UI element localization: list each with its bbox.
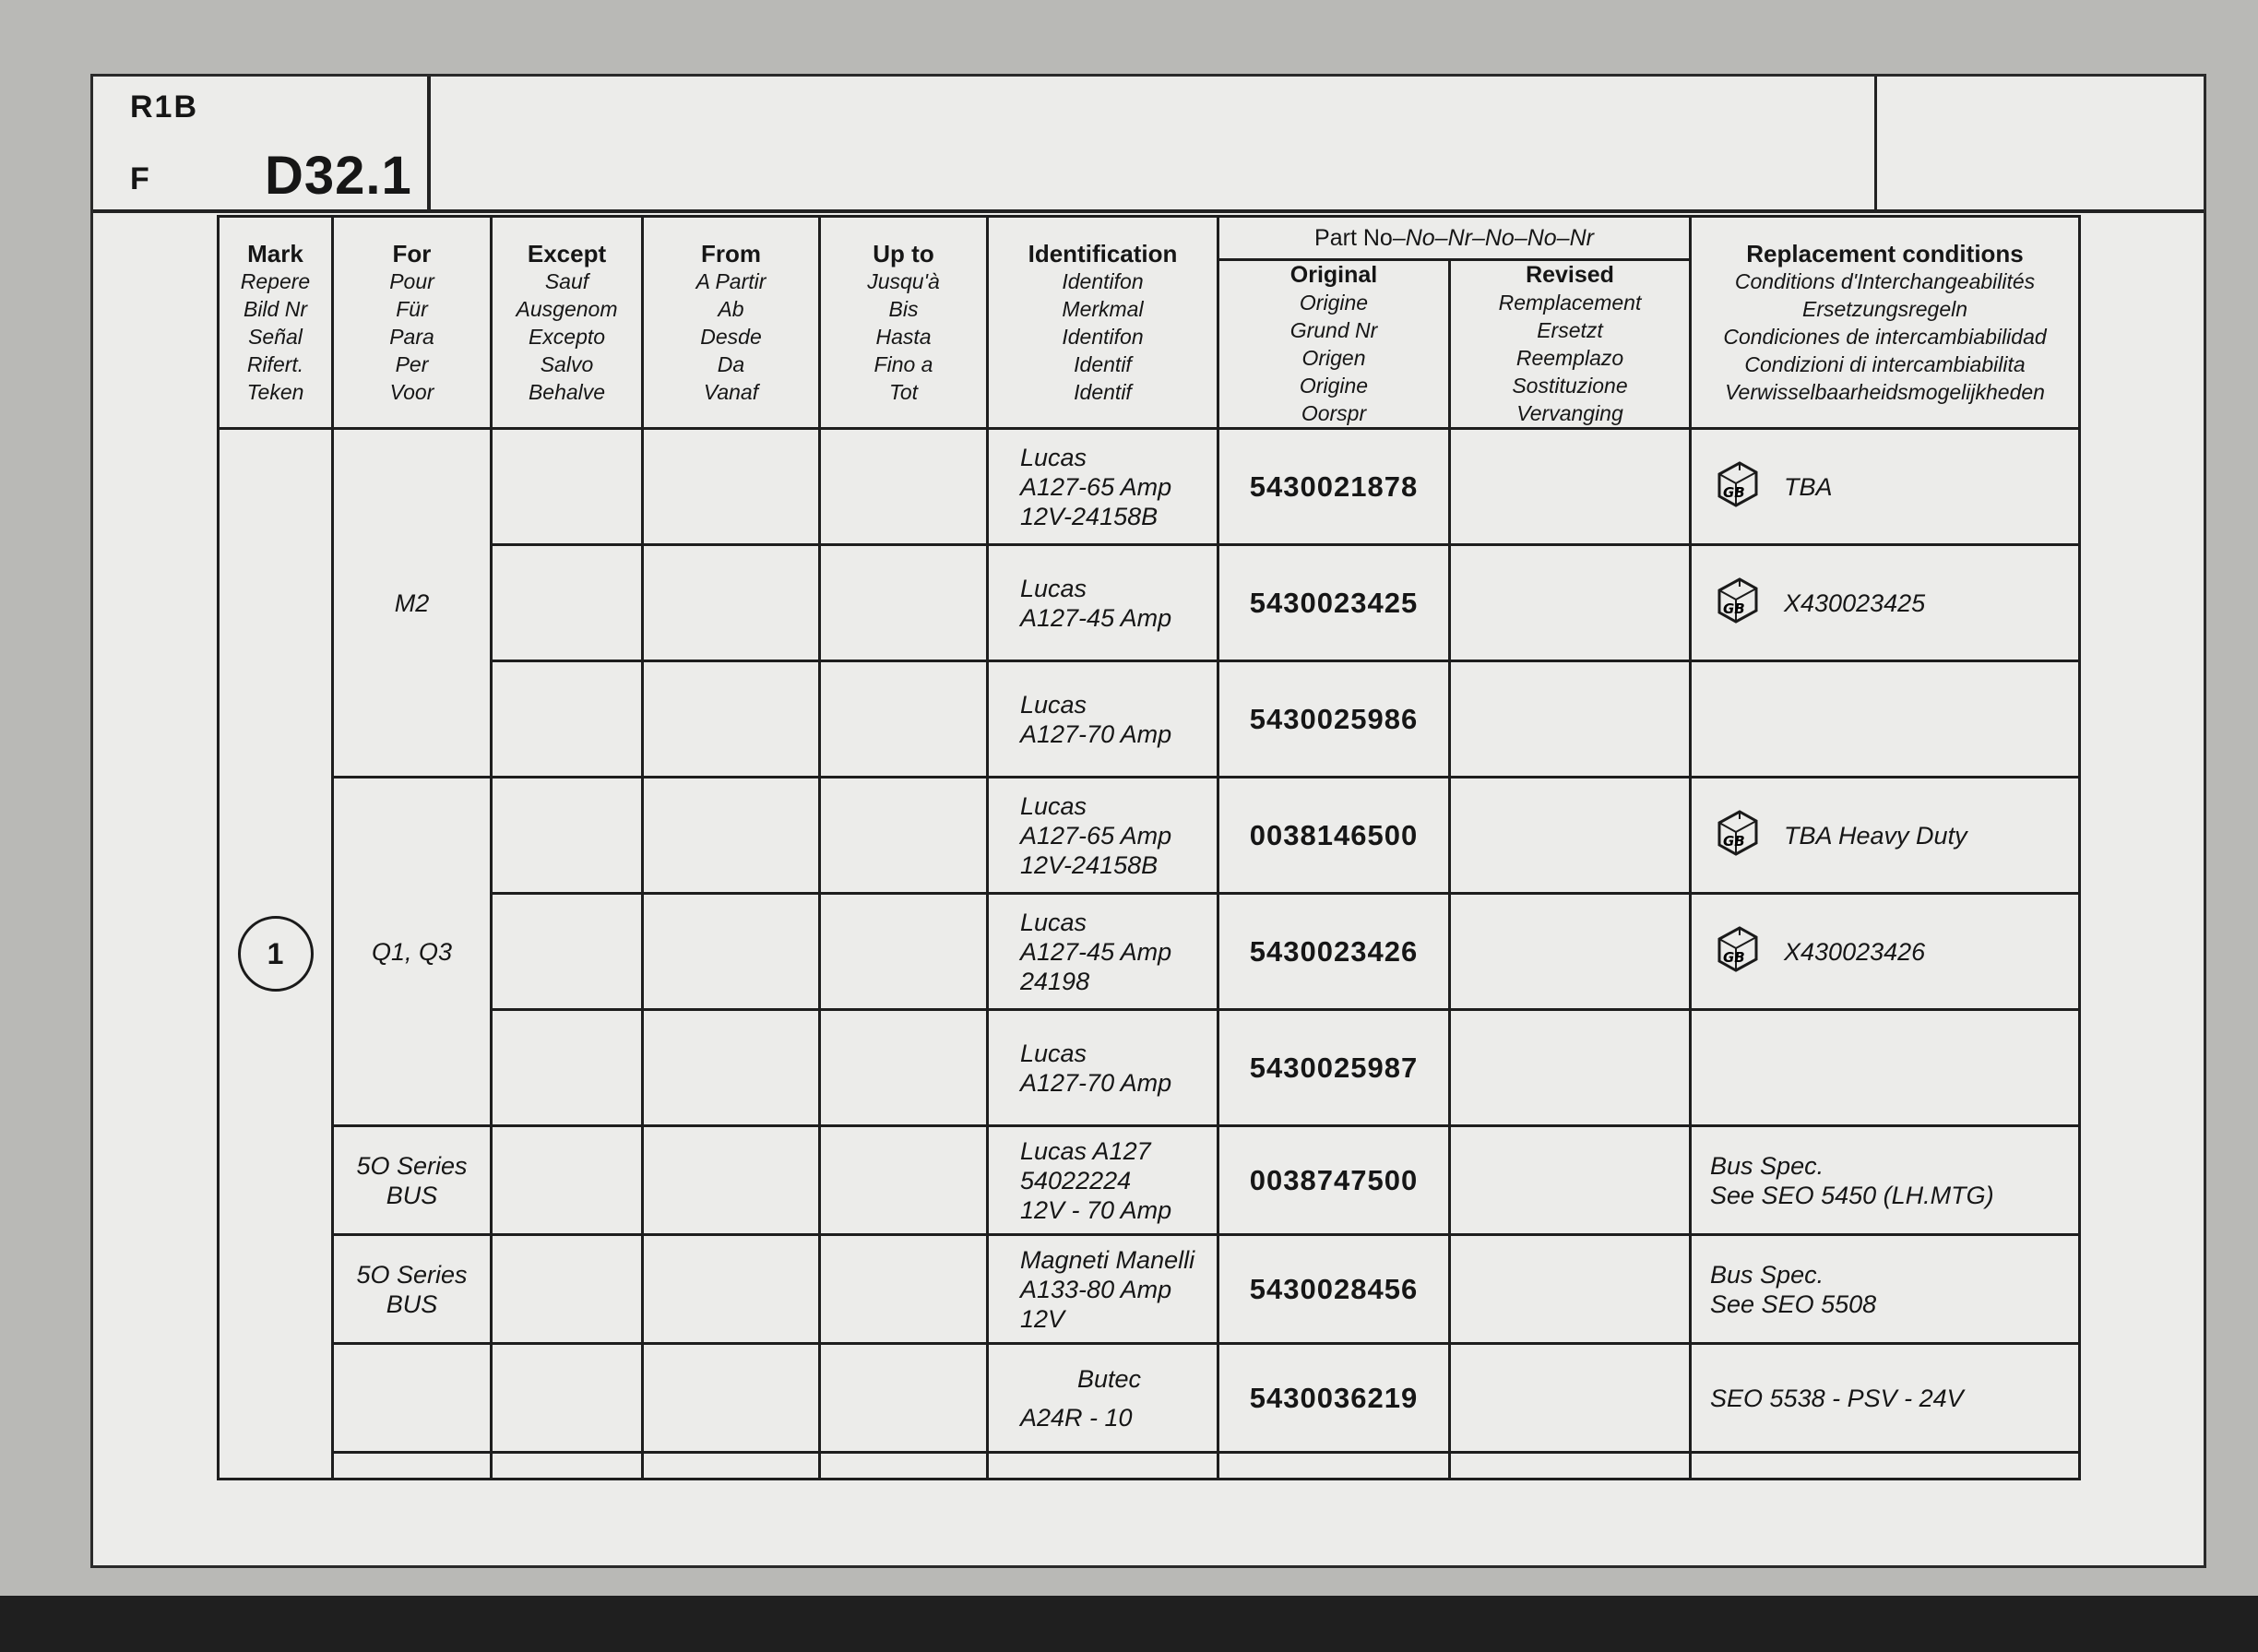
original-part-number: 5430023426 <box>1218 894 1450 1010</box>
ident-cell: Lucas A127-65 Amp 12V-24158B <box>988 778 1218 894</box>
col-from-header: From A Partir Ab Desde Da Vanaf <box>643 217 820 429</box>
original-part-number: 0038146500 <box>1218 778 1450 894</box>
col-revised-header: Revised Remplacement Ersetzt Reemplazo Sostituzione Vervanging <box>1450 260 1691 429</box>
table-row <box>219 778 2080 894</box>
table-row <box>219 894 2080 1010</box>
mark-cell <box>219 429 333 1480</box>
header-right-box <box>1877 77 2204 209</box>
replacement-cell: GB TBA <box>1691 429 2080 545</box>
for-m2: M2 <box>333 429 492 778</box>
ident-cell: Lucas A127-45 Amp 24198 <box>988 894 1218 1010</box>
col-ident-header: Identification Identifon Merkmal Identifon Identif Identif <box>988 217 1218 429</box>
gb-badge-text: GB <box>1723 484 1745 501</box>
table-row <box>219 429 2080 545</box>
col-except-header: Except Sauf Ausgenom Excepto Salvo Behalve <box>492 217 643 429</box>
original-part-number: 5430028456 <box>1218 1235 1450 1344</box>
table-row <box>219 545 2080 661</box>
revised-cell <box>1450 429 1691 545</box>
replacement-cell <box>1691 661 2080 778</box>
revised-cell <box>1450 1344 1691 1453</box>
table-row <box>219 661 2080 778</box>
revised-cell <box>1450 894 1691 1010</box>
revised-cell <box>1450 1010 1691 1126</box>
revised-cell <box>1450 1235 1691 1344</box>
replacement-cell: Bus Spec. See SEO 5508 <box>1691 1235 2080 1344</box>
table-end-row <box>219 1453 2080 1480</box>
replacement-cell <box>1691 1010 2080 1126</box>
series-code: R1B <box>130 89 199 125</box>
replacement-cell: GB X430023425 <box>1691 545 2080 661</box>
mark-number: 1 <box>238 916 314 992</box>
original-part-number: 5430036219 <box>1218 1344 1450 1453</box>
table-row <box>219 1126 2080 1235</box>
ident-cell: Lucas A127-70 Amp <box>988 1010 1218 1126</box>
col-replacement-header: Replacement conditions Conditions d'Interchangeabilités Ersetzungsregeln Condiciones de intercambiabilidad Condizioni di intercambiabilita Verwisselbaarheidsmogelijkheden <box>1691 217 2080 429</box>
replacement-cell: GB TBA Heavy Duty <box>1691 778 2080 894</box>
ident-cell: Magneti Manelli A133-80 Amp 12V <box>988 1235 1218 1344</box>
for-bus-1: 5O Series BUS <box>333 1126 492 1235</box>
ident-cell: Lucas A127-45 Amp <box>988 545 1218 661</box>
parts-table <box>217 215 2081 1480</box>
ident-cell: Lucas A127-70 Amp <box>988 661 1218 778</box>
ident-cell: Lucas A127-65 Amp 12V-24158B <box>988 429 1218 545</box>
col-upto-header: Up to Jusqu'à Bis Hasta Fino a Tot <box>820 217 988 429</box>
gb-badge-text: GB <box>1723 949 1745 966</box>
gb-badge-icon <box>1710 922 1762 981</box>
gb-badge-text: GB <box>1723 833 1745 850</box>
revised-cell <box>1450 545 1691 661</box>
gb-badge-icon <box>1710 806 1762 864</box>
parts-card <box>90 74 2206 1568</box>
gb-badge-icon <box>1710 574 1762 632</box>
original-part-number: 5430021878 <box>1218 429 1450 545</box>
for-cell <box>333 1344 492 1453</box>
card-header <box>93 77 2204 213</box>
original-part-number: 5430025987 <box>1218 1010 1450 1126</box>
doc-number: D32.1 <box>265 146 412 206</box>
replacement-cell: GB X430023426 <box>1691 894 2080 1010</box>
col-original-header: Original Origine Grund Nr Origen Origine Oorspr <box>1218 260 1450 429</box>
gb-badge-text: GB <box>1723 600 1745 617</box>
original-part-number: 5430023425 <box>1218 545 1450 661</box>
scan-edge-strip <box>0 1596 2258 1652</box>
replacement-cell: SEO 5538 - PSV - 24V <box>1691 1344 2080 1453</box>
table-row <box>219 1010 2080 1126</box>
revised-cell <box>1450 778 1691 894</box>
for-q1-q3: Q1, Q3 <box>333 778 492 1126</box>
table-row <box>219 1235 2080 1344</box>
code-box <box>93 77 431 209</box>
col-mark-header: Mark Repere Bild Nr Señal Rifert. Teken <box>219 217 333 429</box>
col-partno-header: Part No–No–Nr–No–No–Nr <box>1218 217 1691 260</box>
for-bus-2: 5O Series BUS <box>333 1235 492 1344</box>
ident-cell: Lucas A127 54022224 12V - 70 Amp <box>988 1126 1218 1235</box>
original-part-number: 5430025986 <box>1218 661 1450 778</box>
replacement-cell: Bus Spec. See SEO 5450 (LH.MTG) <box>1691 1126 2080 1235</box>
header-title-area <box>431 77 1877 209</box>
revised-cell <box>1450 1126 1691 1235</box>
table-row <box>219 1344 2080 1453</box>
revised-cell <box>1450 661 1691 778</box>
ident-cell: Butec A24R - 10 <box>988 1344 1218 1453</box>
sheet-code: F <box>130 161 149 196</box>
gb-badge-icon <box>1710 458 1762 516</box>
col-for-header: For Pour Für Para Per Voor <box>333 217 492 429</box>
original-part-number: 0038747500 <box>1218 1126 1450 1235</box>
